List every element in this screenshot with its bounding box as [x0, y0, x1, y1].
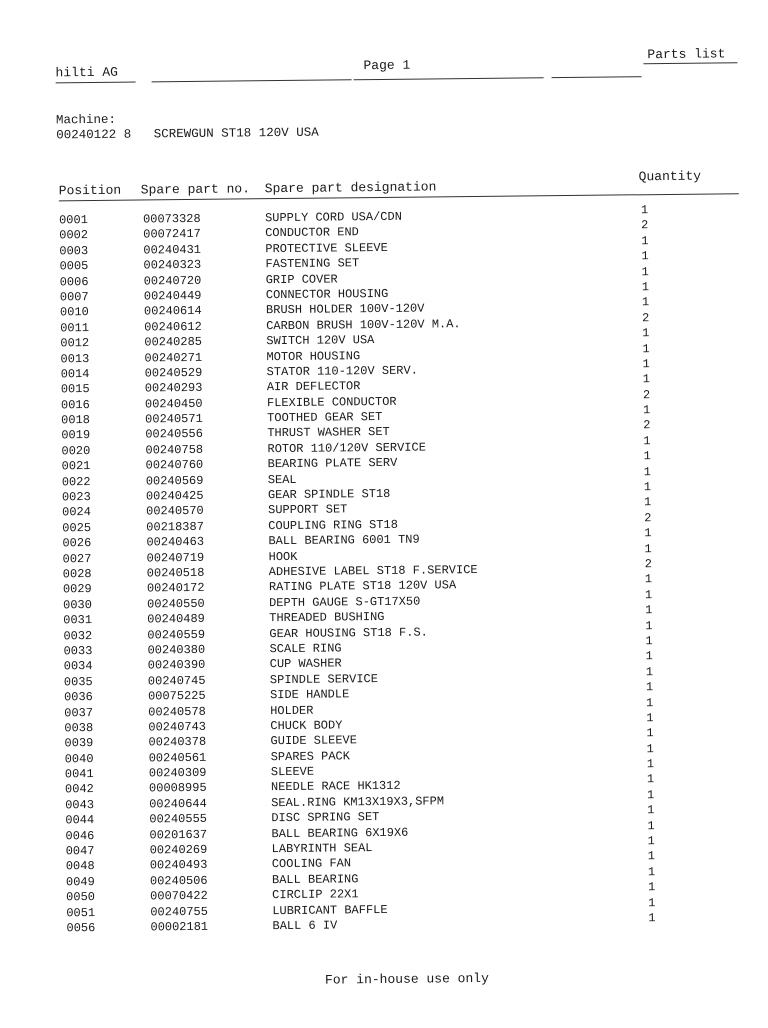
quantity-cell: 1	[641, 264, 649, 279]
designation-cell: DEPTH GAUGE S-GT17X50	[268, 594, 421, 610]
designation-cell: CONDUCTOR END	[265, 225, 359, 241]
designation-cell: LUBRICANT BAFFLE	[272, 902, 388, 918]
col-spare-no-header: Spare part no.	[140, 181, 251, 198]
spare-part-number-cell: 00240431	[143, 242, 202, 258]
quantity-cell: 1	[648, 895, 656, 910]
quantity-cell: 1	[645, 603, 653, 618]
position-cell: 0031	[63, 613, 93, 628]
position-cell: 0013	[60, 351, 90, 366]
designation-cell: THREADED BUSHING	[269, 610, 385, 626]
spare-part-number-cell: 00240569	[145, 473, 204, 489]
designation-cell: BRUSH HOLDER 100V-120V	[265, 301, 425, 318]
position-cell: 0028	[62, 567, 92, 582]
header-rule-2	[152, 79, 352, 82]
quantity-cell: 1	[644, 587, 653, 602]
machine-block	[56, 111, 319, 144]
designation-cell: ROTOR 110/120V SERVICE	[267, 440, 426, 457]
quantity-cell: 1	[644, 572, 653, 587]
document-title: Parts list	[647, 46, 726, 63]
position-cell: 0005	[59, 259, 89, 274]
quantity-cell: 1	[647, 864, 656, 880]
quantity-cell: 1	[647, 880, 656, 895]
spare-part-number-cell: 00240720	[143, 273, 202, 289]
spare-part-number-cell: 00240550	[147, 596, 205, 612]
position-cell: 0026	[62, 536, 92, 551]
designation-cell: SLEEVE	[270, 764, 315, 780]
spare-part-number-cell: 00240390	[147, 658, 206, 673]
position-cell: 0035	[63, 674, 93, 690]
designation-cell: SIDE HANDLE	[269, 687, 350, 703]
spare-part-number-cell: 00240755	[150, 904, 208, 920]
designation-cell: RATING PLATE ST18 120V USA	[268, 578, 457, 595]
position-cell: 0049	[65, 874, 95, 890]
position-cell: 0032	[63, 628, 93, 643]
spare-part-number-cell: 00073328	[142, 211, 201, 227]
spare-part-number-cell: 00240172	[146, 581, 205, 596]
designation-cell: THRUST WASHER SET	[267, 425, 390, 441]
position-cell: 0014	[60, 366, 90, 382]
footer-note: For in-house use only	[324, 970, 489, 988]
position-cell: 0038	[64, 720, 94, 736]
position-cell: 0023	[61, 490, 91, 505]
position-cell: 0015	[60, 382, 90, 397]
position-cell: 0012	[60, 336, 90, 351]
spare-part-number-cell: 00240556	[145, 427, 203, 442]
spare-part-number-cell: 00240760	[145, 458, 204, 473]
header-rule-5	[643, 62, 737, 64]
position-cell: 0029	[62, 582, 92, 597]
designation-cell: BALL 6 IV	[272, 918, 338, 934]
quantity-cell: 1	[642, 372, 651, 387]
quantity-cell: 1	[642, 326, 650, 341]
position-cell: 0007	[59, 289, 89, 305]
designation-cell: GEAR HOUSING ST18 F.S.	[269, 625, 428, 641]
designation-cell: SWITCH 120V USA	[266, 333, 375, 349]
company-name: hilti AG	[55, 64, 119, 81]
quantity-cell: 1	[646, 726, 654, 741]
quantity-cell: 1	[641, 233, 649, 249]
spare-part-number-cell: 00240719	[146, 550, 205, 566]
header-rule-4	[552, 76, 642, 78]
position-cell: 0044	[65, 813, 95, 828]
position-cell: 0048	[65, 859, 95, 874]
position-cell: 0019	[61, 428, 91, 443]
quantity-cell: 1	[647, 834, 655, 849]
spare-part-number-cell: 00240518	[146, 565, 205, 581]
quantity-cell: 1	[643, 403, 651, 418]
spare-part-number-cell: 00240269	[149, 842, 208, 858]
position-cell: 0039	[64, 736, 94, 751]
position-cell: 0051	[66, 905, 96, 920]
position-cell: 0037	[64, 705, 94, 720]
quantity-cell: 1	[641, 249, 649, 264]
spare-part-number-cell: 00240449	[143, 288, 202, 304]
quantity-cell: 2	[644, 557, 652, 572]
designation-cell: FASTENING SET	[265, 256, 360, 272]
quantity-cell: 1	[645, 680, 654, 695]
designation-cell: SUPPORT SET	[268, 502, 348, 518]
spare-part-number-cell: 00240489	[147, 611, 205, 627]
designation-cell: MOTOR HOUSING	[266, 348, 361, 364]
quantity-cell: 1	[645, 634, 653, 649]
position-cell: 0027	[62, 551, 92, 566]
header-rule-3	[354, 77, 544, 80]
quantity-cell: 1	[646, 711, 654, 726]
position-cell: 0025	[62, 520, 92, 536]
quantity-cell: 1	[647, 787, 655, 803]
col-quantity-header: Quantity	[638, 168, 702, 185]
spare-part-number-cell: 00240571	[145, 411, 203, 427]
position-cell: 0020	[61, 443, 91, 459]
spare-part-number-cell: 00240758	[145, 442, 204, 458]
designation-cell: GUIDE SLEEVE	[270, 733, 358, 749]
parts-table	[58, 203, 687, 937]
spare-part-number-cell: 00240644	[149, 796, 207, 812]
spare-part-number-cell: 00240529	[144, 365, 203, 381]
quantity-cell: 1	[647, 803, 655, 818]
designation-cell: PROTECTIVE SLEEVE	[265, 240, 388, 256]
designation-cell: BALL BEARING 6X19X6	[271, 825, 409, 841]
spare-part-number-cell: 00240745	[147, 673, 206, 689]
position-cell: 0001	[58, 213, 88, 228]
position-cell: 0002	[59, 228, 89, 243]
quantity-cell: 2	[643, 418, 651, 433]
quantity-cell: 1	[644, 541, 652, 556]
position-cell: 0056	[66, 920, 96, 936]
designation-cell: HOLDER	[270, 703, 314, 718]
spare-part-number-cell: 00240309	[148, 765, 207, 781]
designation-cell: GRIP COVER	[265, 271, 338, 287]
spare-part-number-cell: 00240743	[148, 719, 207, 735]
designation-cell: CIRCLIP 22X1	[272, 887, 359, 903]
spare-part-number-cell: 00240323	[143, 258, 202, 273]
position-cell: 0036	[63, 690, 93, 705]
position-cell: 0006	[59, 274, 89, 289]
spare-part-number-cell: 00072417	[143, 227, 201, 242]
spare-part-number-cell: 00240570	[146, 504, 204, 519]
spare-part-number-cell: 00240555	[149, 812, 208, 827]
designation-cell: BALL BEARING	[271, 872, 359, 887]
position-cell: 0024	[62, 505, 92, 520]
designation-cell: COOLING FAN	[271, 856, 352, 872]
machine-line	[56, 126, 319, 144]
quantity-cell: 1	[647, 849, 656, 864]
spare-part-number-cell: 00240450	[144, 396, 203, 412]
position-cell: 0041	[64, 767, 94, 782]
designation-cell: DISC SPRING SET	[271, 810, 380, 826]
spare-part-number-cell: 00008995	[148, 781, 207, 796]
spare-part-number-cell: 00240559	[147, 627, 206, 642]
quantity-cell: 1	[645, 664, 654, 679]
spare-part-number-cell: 00218387	[146, 519, 204, 535]
spare-part-number-cell: 00240285	[144, 334, 203, 350]
designation-cell: TOOTHED GEAR SET	[267, 410, 383, 426]
position-cell: 0050	[66, 890, 96, 905]
position-cell: 0047	[65, 844, 95, 859]
col-designation-header: Spare part designation	[264, 179, 437, 197]
quantity-cell: 1	[646, 757, 655, 772]
position-cell: 0040	[64, 751, 94, 766]
spare-part-number-cell: 00240378	[148, 735, 207, 750]
designation-cell: CUP WASHER	[269, 656, 342, 672]
spare-part-number-cell: 00240578	[148, 704, 206, 719]
designation-cell: SPINDLE SERVICE	[269, 671, 378, 687]
spare-part-number-cell: 00240425	[145, 488, 204, 504]
quantity-cell: 1	[648, 911, 656, 926]
quantity-cell: 1	[645, 618, 653, 633]
quantity-cell: 1	[643, 449, 651, 464]
quantity-cell: 1	[640, 203, 649, 218]
designation-cell: SEAL	[267, 472, 297, 487]
position-cell: 0046	[65, 828, 95, 843]
position-cell: 0018	[61, 413, 91, 428]
designation-cell: BEARING PLATE SERV	[267, 456, 398, 472]
designation-cell: AIR DEFLECTOR	[266, 379, 361, 395]
position-cell: 0003	[59, 243, 89, 259]
col-position-header: Position	[58, 182, 122, 199]
designation-cell: BALL BEARING 6001 TN9	[268, 532, 420, 549]
position-cell: 0033	[63, 643, 93, 659]
quantity-cell: 1	[642, 341, 650, 356]
quantity-cell: 1	[643, 434, 651, 449]
designation-cell: FLEXIBLE CONDUCTOR	[266, 394, 397, 410]
spare-part-number-cell: 00240506	[149, 873, 208, 889]
quantity-cell: 2	[644, 510, 652, 526]
quantity-cell: 1	[643, 480, 652, 495]
quantity-cell: 1	[645, 649, 653, 664]
quantity-cell: 2	[641, 218, 649, 233]
designation-cell: LABYRINTH SEAL	[271, 841, 373, 857]
spare-part-number-cell: 00240380	[147, 642, 206, 658]
quantity-cell: 2	[642, 310, 650, 325]
designation-cell: SPARES PACK	[270, 749, 350, 764]
designation-cell: SUPPLY CORD USA/CDN	[264, 209, 402, 226]
machine-number: 00240122 8	[56, 127, 132, 143]
position-cell: 0030	[63, 597, 92, 613]
designation-cell: COUPLING RING ST18	[268, 517, 398, 533]
header-rule-1	[56, 82, 136, 84]
spare-part-number-cell: 00240293	[144, 381, 203, 396]
spare-part-number-cell: 00240463	[146, 535, 205, 550]
quantity-cell: 1	[647, 818, 655, 833]
quantity-cell: 2	[642, 387, 651, 402]
position-cell: 0016	[60, 397, 90, 413]
spare-part-number-cell: 00240612	[144, 319, 202, 335]
position-cell: 0011	[60, 320, 90, 336]
designation-cell: CARBON BRUSH 100V-120V M.A.	[266, 316, 461, 333]
spare-part-number-cell: 00240561	[148, 750, 207, 766]
quantity-cell: 1	[643, 495, 652, 510]
spare-part-number-cell: 00240614	[143, 304, 202, 319]
spare-part-number-cell: 00075225	[147, 688, 206, 704]
position-cell: 0043	[65, 797, 95, 813]
designation-cell: HOOK	[268, 549, 298, 564]
position-cell: 0010	[59, 305, 89, 320]
page-number: Page 1	[363, 57, 411, 74]
quantity-cell: 1	[646, 772, 655, 787]
machine-description: SCREWGUN ST18 120V USA	[153, 125, 319, 142]
designation-cell: ADHESIVE LABEL ST18 F.SERVICE	[268, 562, 478, 580]
position-cell: 0022	[61, 474, 91, 489]
position-cell: 0034	[63, 659, 93, 674]
spare-part-number-cell: 00240271	[144, 350, 203, 365]
spare-part-number-cell: 00002181	[150, 919, 209, 935]
quantity-cell: 1	[641, 280, 650, 295]
spare-part-number-cell: 00201637	[149, 827, 208, 843]
designation-cell: SEAL.RING KM13X19X3,SFPM	[271, 794, 445, 810]
quantity-cell: 1	[641, 295, 650, 310]
quantity-cell: 1	[642, 357, 650, 372]
quantity-cell: 1	[643, 464, 651, 479]
designation-cell: CHUCK BODY	[270, 718, 343, 734]
designation-cell: CONNECTOR HOUSING	[265, 286, 389, 303]
designation-cell: SCALE RING	[269, 641, 342, 657]
machine-label: Machine:	[55, 112, 117, 128]
quantity-cell: 1	[646, 695, 654, 710]
designation-cell: NEEDLE RACE HK1312	[270, 779, 401, 795]
spare-part-number-cell: 00070422	[150, 889, 208, 904]
quantity-cell: 1	[646, 741, 654, 756]
quantity-cell: 1	[644, 526, 652, 541]
designation-cell: GEAR SPINDLE ST18	[267, 486, 391, 503]
position-cell: 0021	[61, 459, 91, 474]
position-cell: 0042	[64, 782, 94, 797]
spare-part-number-cell: 00240493	[149, 858, 208, 873]
designation-cell: STATOR 110-120V SERV.	[266, 363, 418, 380]
